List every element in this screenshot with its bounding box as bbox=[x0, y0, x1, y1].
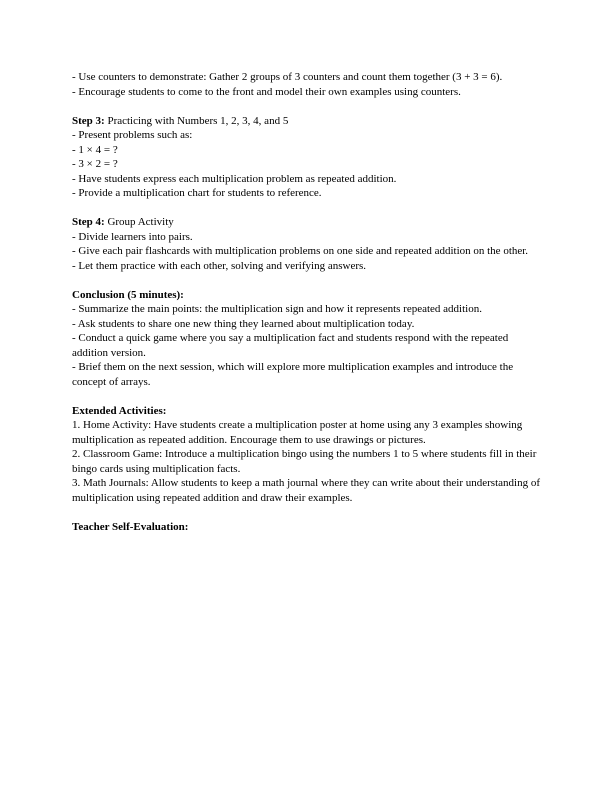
extended-activities-heading: Extended Activities: bbox=[72, 404, 167, 417]
step-4-line: - Divide learners into pairs. bbox=[72, 230, 193, 243]
intro-line: - Encourage students to come to the front and model their own examples using counters. bbox=[72, 85, 461, 98]
intro-section bbox=[72, 70, 542, 99]
extended-activities-section bbox=[72, 404, 542, 506]
extended-activity-item: 3. Math Journals: Allow students to keep a math journal where they can write about their understanding of multiplication using repeated addition and draw their examples. bbox=[72, 477, 540, 504]
conclusion-heading: Conclusion (5 minutes): bbox=[72, 288, 184, 301]
conclusion-line: - Summarize the main points: the multiplication sign and how it represents repeated addition. bbox=[72, 303, 482, 315]
step-4-title: Group Activity bbox=[104, 216, 174, 228]
conclusion-line: - Brief them on the next session, which will explore more multiplication examples and introduce the concept of arrays. bbox=[72, 361, 514, 388]
step-4-line: - Give each pair flashcards with multiplication problems on one side and repeated addition on the other. bbox=[72, 245, 529, 257]
document-page bbox=[72, 70, 542, 549]
step-4-label: Step 4: bbox=[72, 216, 105, 228]
step-4-line: - Let them practice with each other, solving and verifying answers. bbox=[72, 259, 367, 272]
intro-line: - Use counters to demonstrate: Gather 2 groups of 3 counters and count them together (3 + 3 = 6). bbox=[72, 71, 503, 83]
extended-activity-item: 2. Classroom Game: Introduce a multiplication bingo using the numbers 1 to 5 where students fill in their bingo cards using multiplication facts. bbox=[72, 448, 537, 475]
step-3-line: - Present problems such as: bbox=[72, 129, 193, 141]
teacher-self-evaluation-section bbox=[72, 520, 542, 535]
step-3-heading bbox=[72, 114, 542, 129]
extended-activity-item: 1. Home Activity: Have students create a multiplication poster at home using any 3 examples showing multiplication as repeated addition. Encourage them to use drawings or pictures. bbox=[72, 419, 523, 446]
conclusion-line: - Ask students to share one new thing they learned about multiplication today. bbox=[72, 317, 415, 330]
step-3-title: Practicing with Numbers 1, 2, 3, 4, and 5 bbox=[104, 114, 289, 127]
step-3-section bbox=[72, 114, 542, 201]
teacher-self-evaluation-heading: Teacher Self-Evaluation: bbox=[72, 520, 189, 533]
step-4-section bbox=[72, 215, 542, 273]
step-3-line: - 3 × 2 = ? bbox=[72, 158, 118, 170]
step-3-line: - Have students express each multiplication problem as repeated addition. bbox=[72, 172, 397, 185]
step-4-heading bbox=[72, 215, 542, 230]
conclusion-line: - Conduct a quick game where you say a multiplication fact and students respond with the repeated addition version. bbox=[72, 332, 509, 359]
step-3-line: - Provide a multiplication chart for students to reference. bbox=[72, 187, 322, 199]
step-3-line: - 1 × 4 = ? bbox=[72, 143, 118, 156]
conclusion-section bbox=[72, 288, 542, 390]
step-3-label: Step 3: bbox=[72, 114, 105, 127]
